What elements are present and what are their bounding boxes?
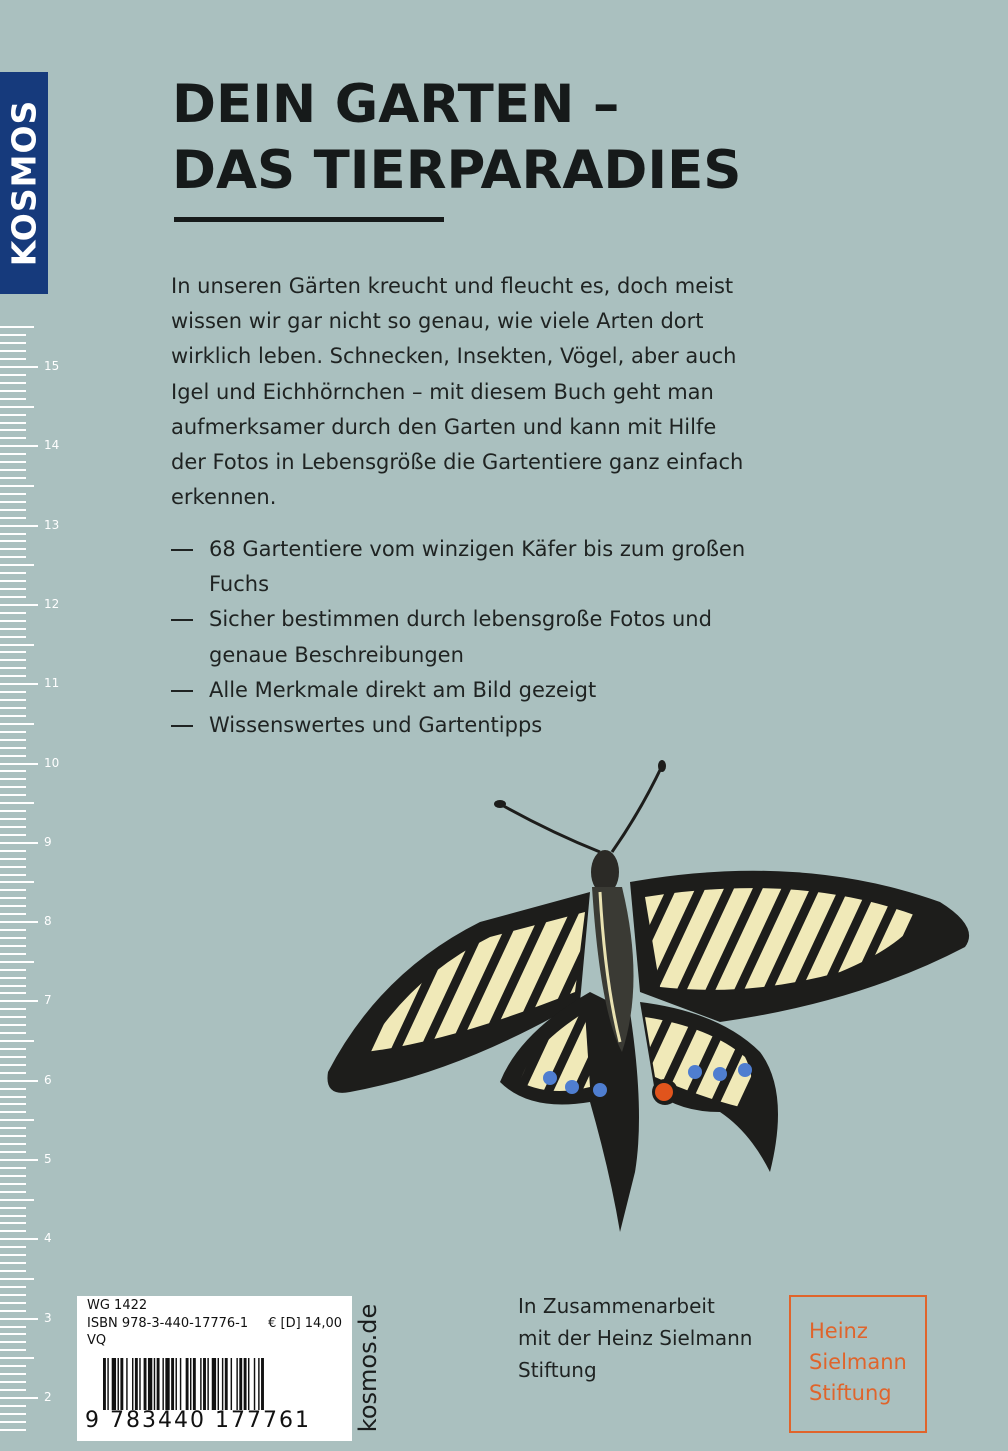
ruler-tick xyxy=(0,533,26,535)
ruler-tick xyxy=(0,580,26,582)
ruler-tick xyxy=(0,596,26,598)
ruler-tick xyxy=(0,358,26,360)
partner-line: In Zusammenarbeit xyxy=(518,1294,715,1318)
intro-line: wissen wir gar nicht so genau, wie viele Arten dort xyxy=(171,309,704,334)
feature-line: genaue Beschreibungen xyxy=(209,642,464,667)
ruler-tick xyxy=(0,1143,26,1145)
ruler-tick xyxy=(0,667,26,669)
ruler-tick xyxy=(0,715,26,717)
ruler-tick xyxy=(0,945,26,947)
barcode-bars xyxy=(103,1358,335,1410)
ruler-tick xyxy=(0,1294,26,1296)
ruler-tick xyxy=(0,731,26,733)
ruler-tick xyxy=(0,953,26,955)
ruler-tick xyxy=(0,548,26,550)
ruler-tick xyxy=(0,1119,34,1121)
feature-line: Fuchs xyxy=(209,572,270,597)
ruler-tick xyxy=(0,564,34,566)
ruler-tick xyxy=(0,659,26,661)
ruler-tick xyxy=(0,683,38,685)
ruler-number: 14 xyxy=(44,438,60,453)
ruler-tick xyxy=(0,786,26,788)
barcode-digits: 9 783440 177761 xyxy=(85,1408,311,1433)
ruler-tick xyxy=(0,414,26,416)
ruler-tick xyxy=(0,1405,26,1407)
ruler-tick xyxy=(0,1326,26,1328)
isbn-text: ISBN 978-3-440-17776-1 xyxy=(87,1316,249,1331)
ruler-tick xyxy=(0,422,26,424)
partner-text xyxy=(518,1290,778,1386)
ruler-number: 2 xyxy=(44,1389,52,1404)
ruler-tick xyxy=(0,517,26,519)
ruler-number: 6 xyxy=(44,1072,52,1087)
ruler-tick xyxy=(0,572,26,574)
feature-line: Alle Merkmale direkt am Bild gezeigt xyxy=(209,677,597,702)
ruler-tick xyxy=(0,1270,26,1272)
ruler-tick xyxy=(0,889,26,891)
ruler-number: 10 xyxy=(44,755,60,770)
ruler-tick xyxy=(0,556,26,558)
feature-line: 68 Gartentiere vom winzigen Käfer bis zum großen xyxy=(209,537,746,561)
brand-name: KOSMOS xyxy=(4,99,44,267)
logo-line: Sielmann xyxy=(809,1350,907,1374)
intro-line: Igel und Eichhörnchen – mit diesem Buch geht man xyxy=(171,379,714,404)
ruler-tick xyxy=(0,461,26,463)
ruler-tick xyxy=(0,1016,26,1018)
ruler-tick xyxy=(0,501,26,503)
ruler-tick xyxy=(0,1088,26,1090)
ruler-tick xyxy=(0,961,34,963)
ruler-tick xyxy=(0,778,26,780)
ruler-tick xyxy=(0,866,26,868)
ruler-tick xyxy=(0,1278,34,1280)
ruler-tick xyxy=(0,398,26,400)
ruler-tick xyxy=(0,1135,26,1137)
ruler-tick xyxy=(0,604,38,606)
ruler-tick xyxy=(0,858,26,860)
ruler-tick xyxy=(0,628,26,630)
ruler-tick xyxy=(0,525,38,527)
ruler-tick xyxy=(0,810,26,812)
ruler-tick xyxy=(0,1349,26,1351)
title-line-2: DAS TIERPARADIES xyxy=(172,140,742,201)
ruler-tick xyxy=(0,509,26,511)
ruler-tick xyxy=(0,485,34,487)
ruler-tick xyxy=(0,1381,26,1383)
barcode-box xyxy=(77,1296,352,1441)
partner-line: mit der Heinz Sielmann xyxy=(518,1326,753,1350)
ruler-tick xyxy=(0,1262,26,1264)
ruler-tick xyxy=(0,1302,26,1304)
ruler-tick xyxy=(0,445,38,447)
ruler-tick xyxy=(0,1008,26,1010)
ruler-tick xyxy=(0,429,26,431)
ruler-tick xyxy=(0,326,34,328)
ruler-tick xyxy=(0,1167,26,1169)
ruler-tick xyxy=(0,1111,26,1113)
ruler-number: 7 xyxy=(44,993,52,1008)
ruler-tick xyxy=(0,707,26,709)
intro-line: der Fotos in Lebensgröße die Gartentiere ganz einfach xyxy=(171,450,744,475)
ruler-tick xyxy=(0,763,38,765)
ruler-tick xyxy=(0,818,26,820)
ruler-tick xyxy=(0,1318,38,1320)
ruler-tick xyxy=(0,1072,26,1074)
ruler-tick xyxy=(0,540,26,542)
ruler-tick xyxy=(0,493,26,495)
intro-line: wirklich leben. Schnecken, Insekten, Vögel, aber auch xyxy=(171,344,737,369)
feature-item xyxy=(171,532,851,602)
ruler-tick xyxy=(0,675,26,677)
ruler-tick xyxy=(0,1183,26,1185)
ruler-tick xyxy=(0,913,26,915)
feature-line: Wissenswertes und Gartentipps xyxy=(209,713,543,738)
feature-line: Sicher bestimmen durch lebensgroße Fotos und xyxy=(209,607,712,632)
ruler-tick xyxy=(0,406,34,408)
feature-item xyxy=(171,673,851,708)
ruler-tick xyxy=(0,644,34,646)
ruler-tick xyxy=(0,1103,26,1105)
ruler-tick xyxy=(0,747,26,749)
ruler-tick xyxy=(0,1064,26,1066)
ruler-tick xyxy=(0,1286,26,1288)
ruler-tick xyxy=(0,1151,26,1153)
ruler-tick xyxy=(0,937,26,939)
ruler-tick xyxy=(0,1429,26,1431)
dash-bullet xyxy=(171,725,193,727)
ruler-tick xyxy=(0,897,26,899)
ruler-number: 13 xyxy=(44,517,60,532)
ruler-tick xyxy=(0,1357,34,1359)
ruler-tick xyxy=(0,366,38,368)
heinz-sielmann-stiftung-logo xyxy=(789,1295,927,1433)
price-text: € [D] 14,00 xyxy=(268,1316,342,1331)
ruler-tick xyxy=(0,588,26,590)
ruler-tick xyxy=(0,1397,38,1399)
kosmos-brand-badge xyxy=(0,72,48,294)
ruler-tick xyxy=(0,620,26,622)
ruler-tick xyxy=(0,691,26,693)
ruler-tick xyxy=(0,1080,38,1082)
ruler-tick xyxy=(0,723,34,725)
ruler-tick xyxy=(0,382,26,384)
ruler-tick xyxy=(0,1127,26,1129)
ruler-number: 5 xyxy=(44,1152,52,1166)
ruler-tick xyxy=(0,1230,26,1232)
swallowtail-butterfly-image xyxy=(300,752,990,1242)
ruler-tick xyxy=(0,739,26,741)
ruler-tick xyxy=(0,1254,26,1256)
ruler-tick xyxy=(0,334,26,336)
ruler-tick xyxy=(0,1032,26,1034)
ruler-tick xyxy=(0,1175,26,1177)
ruler-tick xyxy=(0,1048,26,1050)
dash-bullet xyxy=(171,690,193,692)
ruler-tick xyxy=(0,842,38,844)
ruler-number: 8 xyxy=(44,914,52,929)
ruler-tick xyxy=(0,794,26,796)
dash-bullet xyxy=(171,549,193,551)
feature-item xyxy=(171,602,851,672)
ruler-tick xyxy=(0,770,26,772)
ruler-tick xyxy=(0,1191,26,1193)
ruler-tick xyxy=(0,1365,26,1367)
feature-list xyxy=(171,532,851,743)
ruler-tick xyxy=(0,881,34,883)
ruler-tick xyxy=(0,437,26,439)
ruler-tick xyxy=(0,802,34,804)
ruler-tick xyxy=(0,1333,26,1335)
dash-bullet xyxy=(171,619,193,621)
ruler-tick xyxy=(0,755,26,757)
ruler-tick xyxy=(0,1310,26,1312)
ruler-tick xyxy=(0,985,26,987)
ruler-tick xyxy=(0,390,26,392)
ruler-tick xyxy=(0,1199,34,1201)
ruler-tick xyxy=(0,929,26,931)
ruler-tick xyxy=(0,636,26,638)
ruler-tick xyxy=(0,1040,34,1042)
ruler-number: 15 xyxy=(44,359,60,373)
ruler-tick xyxy=(0,1096,26,1098)
centimeter-ruler xyxy=(0,300,70,1451)
ruler-tick xyxy=(0,1159,38,1161)
ruler-tick xyxy=(0,1000,38,1002)
ruler-tick xyxy=(0,905,26,907)
wg-code: WG 1422 xyxy=(87,1298,148,1313)
website-link[interactable]: kosmos.de xyxy=(354,1303,382,1433)
ruler-tick xyxy=(0,1246,26,1248)
ruler-tick xyxy=(0,1413,26,1415)
ruler-tick xyxy=(0,1024,26,1026)
ruler-tick xyxy=(0,1373,26,1375)
ruler-tick xyxy=(0,469,26,471)
ruler-tick xyxy=(0,921,38,923)
intro-line: aufmerksamer durch den Garten und kann mit Hilfe xyxy=(171,414,717,439)
ruler-tick xyxy=(0,1421,26,1423)
logo-line: Stiftung xyxy=(809,1381,892,1405)
ruler-tick xyxy=(0,1341,26,1343)
partner-line: Stiftung xyxy=(518,1358,597,1382)
title-line-1: DEIN GARTEN – xyxy=(172,74,620,135)
intro-line: erkennen. xyxy=(171,485,277,510)
ruler-tick xyxy=(0,992,26,994)
ruler-number: 9 xyxy=(44,834,52,849)
ruler-tick xyxy=(0,850,26,852)
book-title xyxy=(172,72,741,204)
ruler-tick xyxy=(0,477,26,479)
ruler-tick xyxy=(0,969,26,971)
ruler-tick xyxy=(0,1056,26,1058)
ruler-tick xyxy=(0,612,26,614)
ruler-number: 3 xyxy=(44,1310,52,1325)
vq-code: VQ xyxy=(87,1333,107,1348)
feature-item xyxy=(171,708,851,743)
ruler-number: 11 xyxy=(44,676,60,691)
ruler-number: 4 xyxy=(44,1231,52,1246)
ruler-tick xyxy=(0,826,26,828)
logo-line: Heinz xyxy=(809,1319,868,1343)
ruler-tick xyxy=(0,1238,38,1240)
title-underline xyxy=(174,217,444,222)
ruler-tick xyxy=(0,977,26,979)
ruler-tick xyxy=(0,1222,26,1224)
ruler-tick xyxy=(0,699,26,701)
ruler-tick xyxy=(0,1207,26,1209)
ruler-tick xyxy=(0,874,26,876)
ruler-tick xyxy=(0,342,26,344)
ruler-tick xyxy=(0,350,26,352)
ruler-tick xyxy=(0,834,26,836)
ruler-tick xyxy=(0,1215,26,1217)
ruler-tick xyxy=(0,374,26,376)
ruler-tick xyxy=(0,651,26,653)
ruler-tick xyxy=(0,1389,26,1391)
intro-paragraph xyxy=(171,269,851,515)
ruler-number: 12 xyxy=(44,596,60,611)
intro-line: In unseren Gärten kreucht und fleucht es, doch meist xyxy=(171,274,734,298)
ruler-tick xyxy=(0,453,26,455)
